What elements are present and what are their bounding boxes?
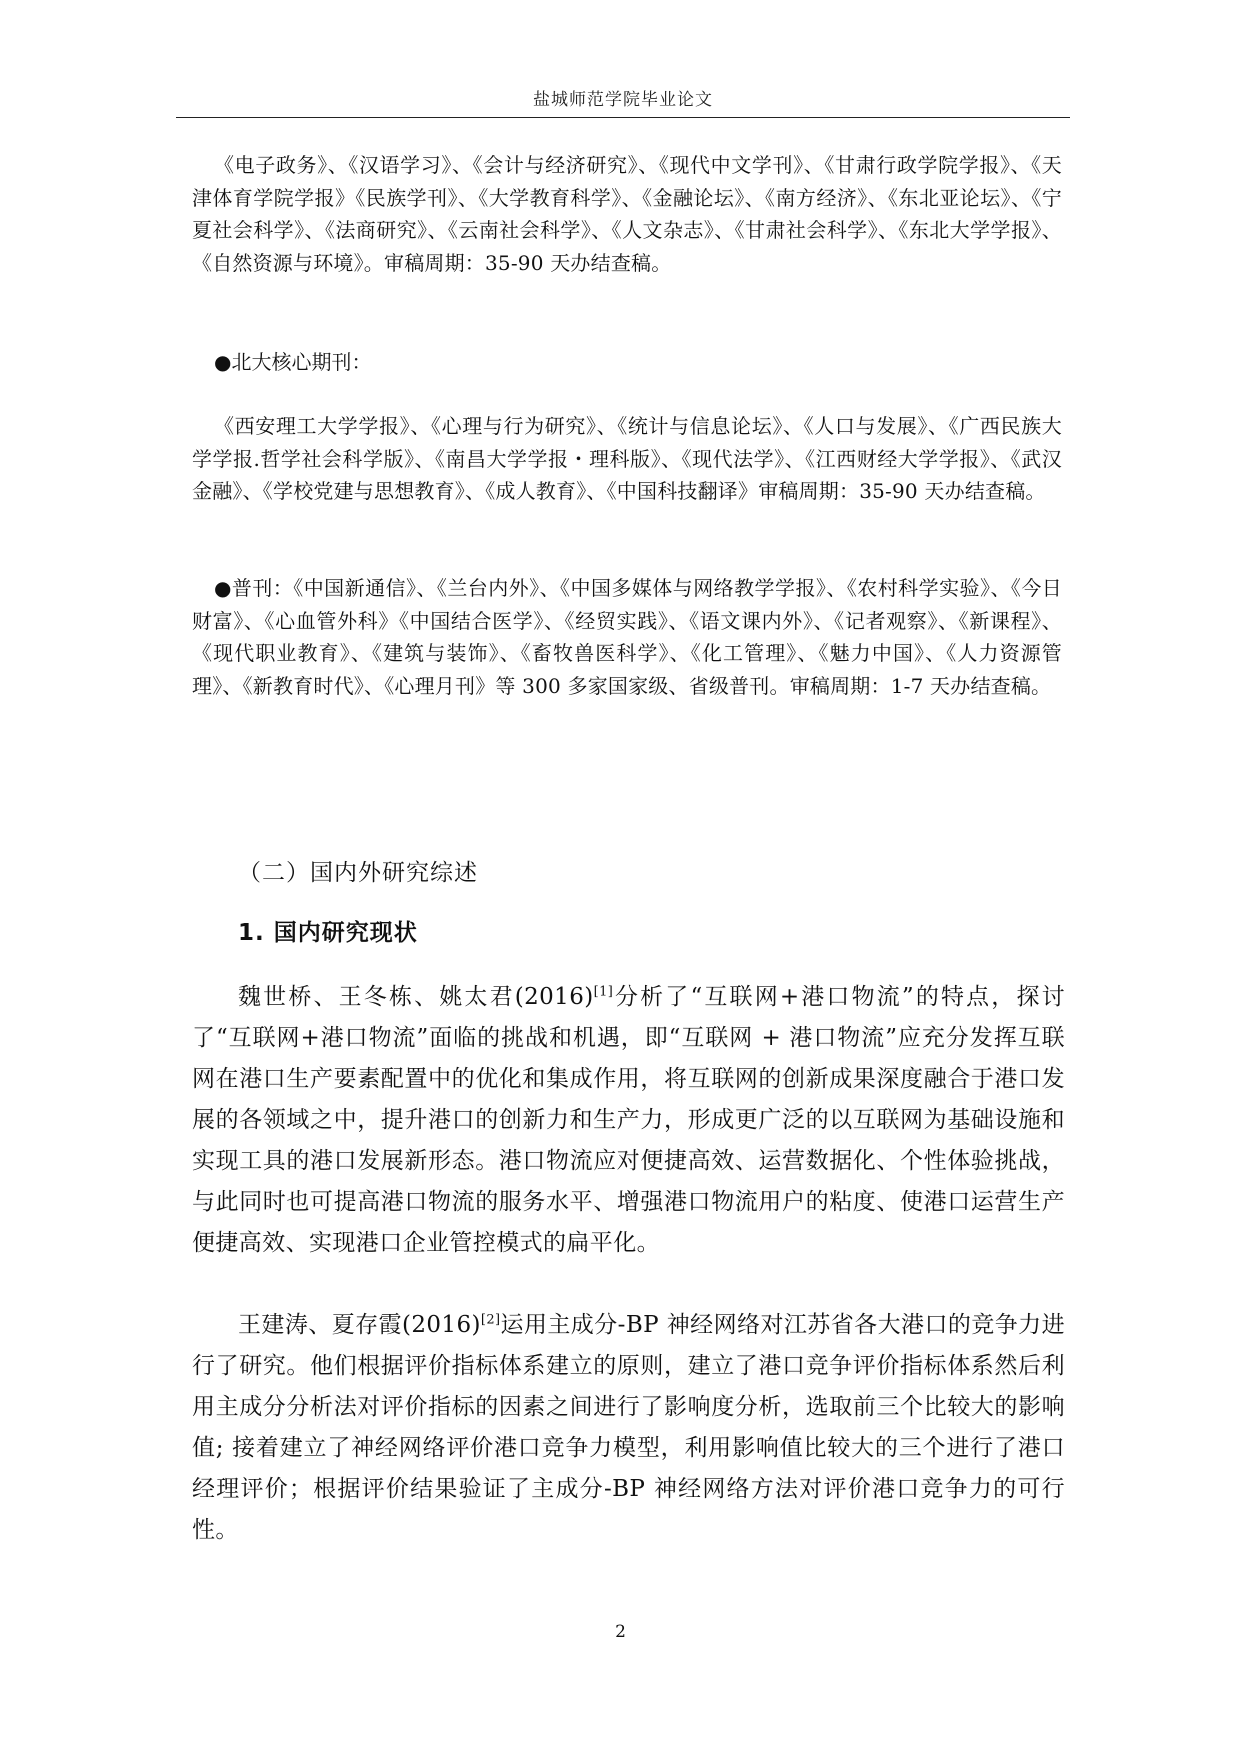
running-header: 盐城师范学院毕业论文 (533, 90, 713, 110)
paragraph-1-authors: 魏世桥、王冬栋、姚太君(2016) (238, 984, 594, 1010)
subsection-heading: 1. 国内研究现状 (238, 920, 418, 946)
paragraph-2-text: 运用主成分-BP 神经网络对江苏省各大港口的竞争力进行了研究。他们根据评价指标体系建立的原则，建立了港口竞争评价指标体系然后利用主成分分析法对评价指标的因素之间进行了影响度分析，选取前三个比较大的影响值; 接着建立了神经网络评价港口竞争力模型，利用影响值比较大的三个进行了港口经理评价；根据评价结果验证了主成分-BP 神经网络方法对评价港口竞争力的可行性。 (192, 1312, 1065, 1543)
journal-list-pku: 《西安理工大学学报》、《心理与行为研究》、《统计与信息论坛》、《人口与发展》、《广西民族大学学报.哲学社会科学版》、《南昌大学学报・理科版》、《现代法学》、《江西财经大学学报》、《武汉金融》、《学校党建与思想教育》、《成人教育》、《中国科技翻译》审稿周期：35-90 天办结查稿。 (192, 414, 1062, 503)
page-number: 2 (615, 1622, 626, 1642)
paragraph-2-authors: 王建涛、夏存霞(2016) (238, 1312, 481, 1338)
journal-list-core-continued: 《电子政务》、《汉语学习》、《会计与经济研究》、《现代中文学刊》、《甘肃行政学院学报》、《天津体育学院学报》《民族学刊》、《大学教育科学》、《金融论坛》、《南方经济》、《东北亚论坛》、《宁夏社会科学》、《法商研究》、《云南社会科学》、《人文杂志》、《甘肃社会科学》、《东北大学学报》、《自然资源与环境》。审稿周期：35-90 天办结查稿。 (192, 153, 1062, 275)
citation-ref-2: [2] (480, 1312, 501, 1328)
header-divider (176, 117, 1070, 118)
citation-ref-1: [1] (593, 984, 614, 1000)
body-paragraph-2 (192, 1305, 1065, 1551)
paragraph-1-text: 分析了“互联网+港口物流”的特点，探讨了“互联网+港口物流”面临的挑战和机遇，即“互联网 + 港口物流”应充分发挥互联网在港口生产要素配置中的优化和集成作用，将互联网的创新成果深度融合于港口发展的各领域之中，提升港口的创新力和生产力，形成更广泛的以互联网为基础设施和实现工具的港口发展新形态。港口物流应对便捷高效、运营数据化、个性体验挑战，与此同时也可提高港口物流的服务水平、增强港口物流用户的粘度、使港口运营生产便捷高效、实现港口企业管控模式的扁平化。 (192, 984, 1066, 1256)
pku-core-heading: ●北大核心期刊： (214, 350, 372, 374)
journal-list-general: ●普刊：《中国新通信》、《兰台内外》、《中国多媒体与网络教学学报》、《农村科学实验》、《今日财富》、《心血管外科》《中国结合医学》、《经贸实践》、《语文课内外》、《记者观察》、《新课程》、《现代职业教育》、《建筑与装饰》、《畜牧兽医科学》、《化工管理》、《魅力中国》、《人力资源管理》、《新教育时代》、《心理月刊》等 300 多家国家级、省级普刊。审稿周期：1-7 天办结查稿。 (192, 576, 1062, 698)
section-heading: （二）国内外研究综述 (238, 860, 478, 886)
body-paragraph-1 (192, 977, 1065, 1264)
